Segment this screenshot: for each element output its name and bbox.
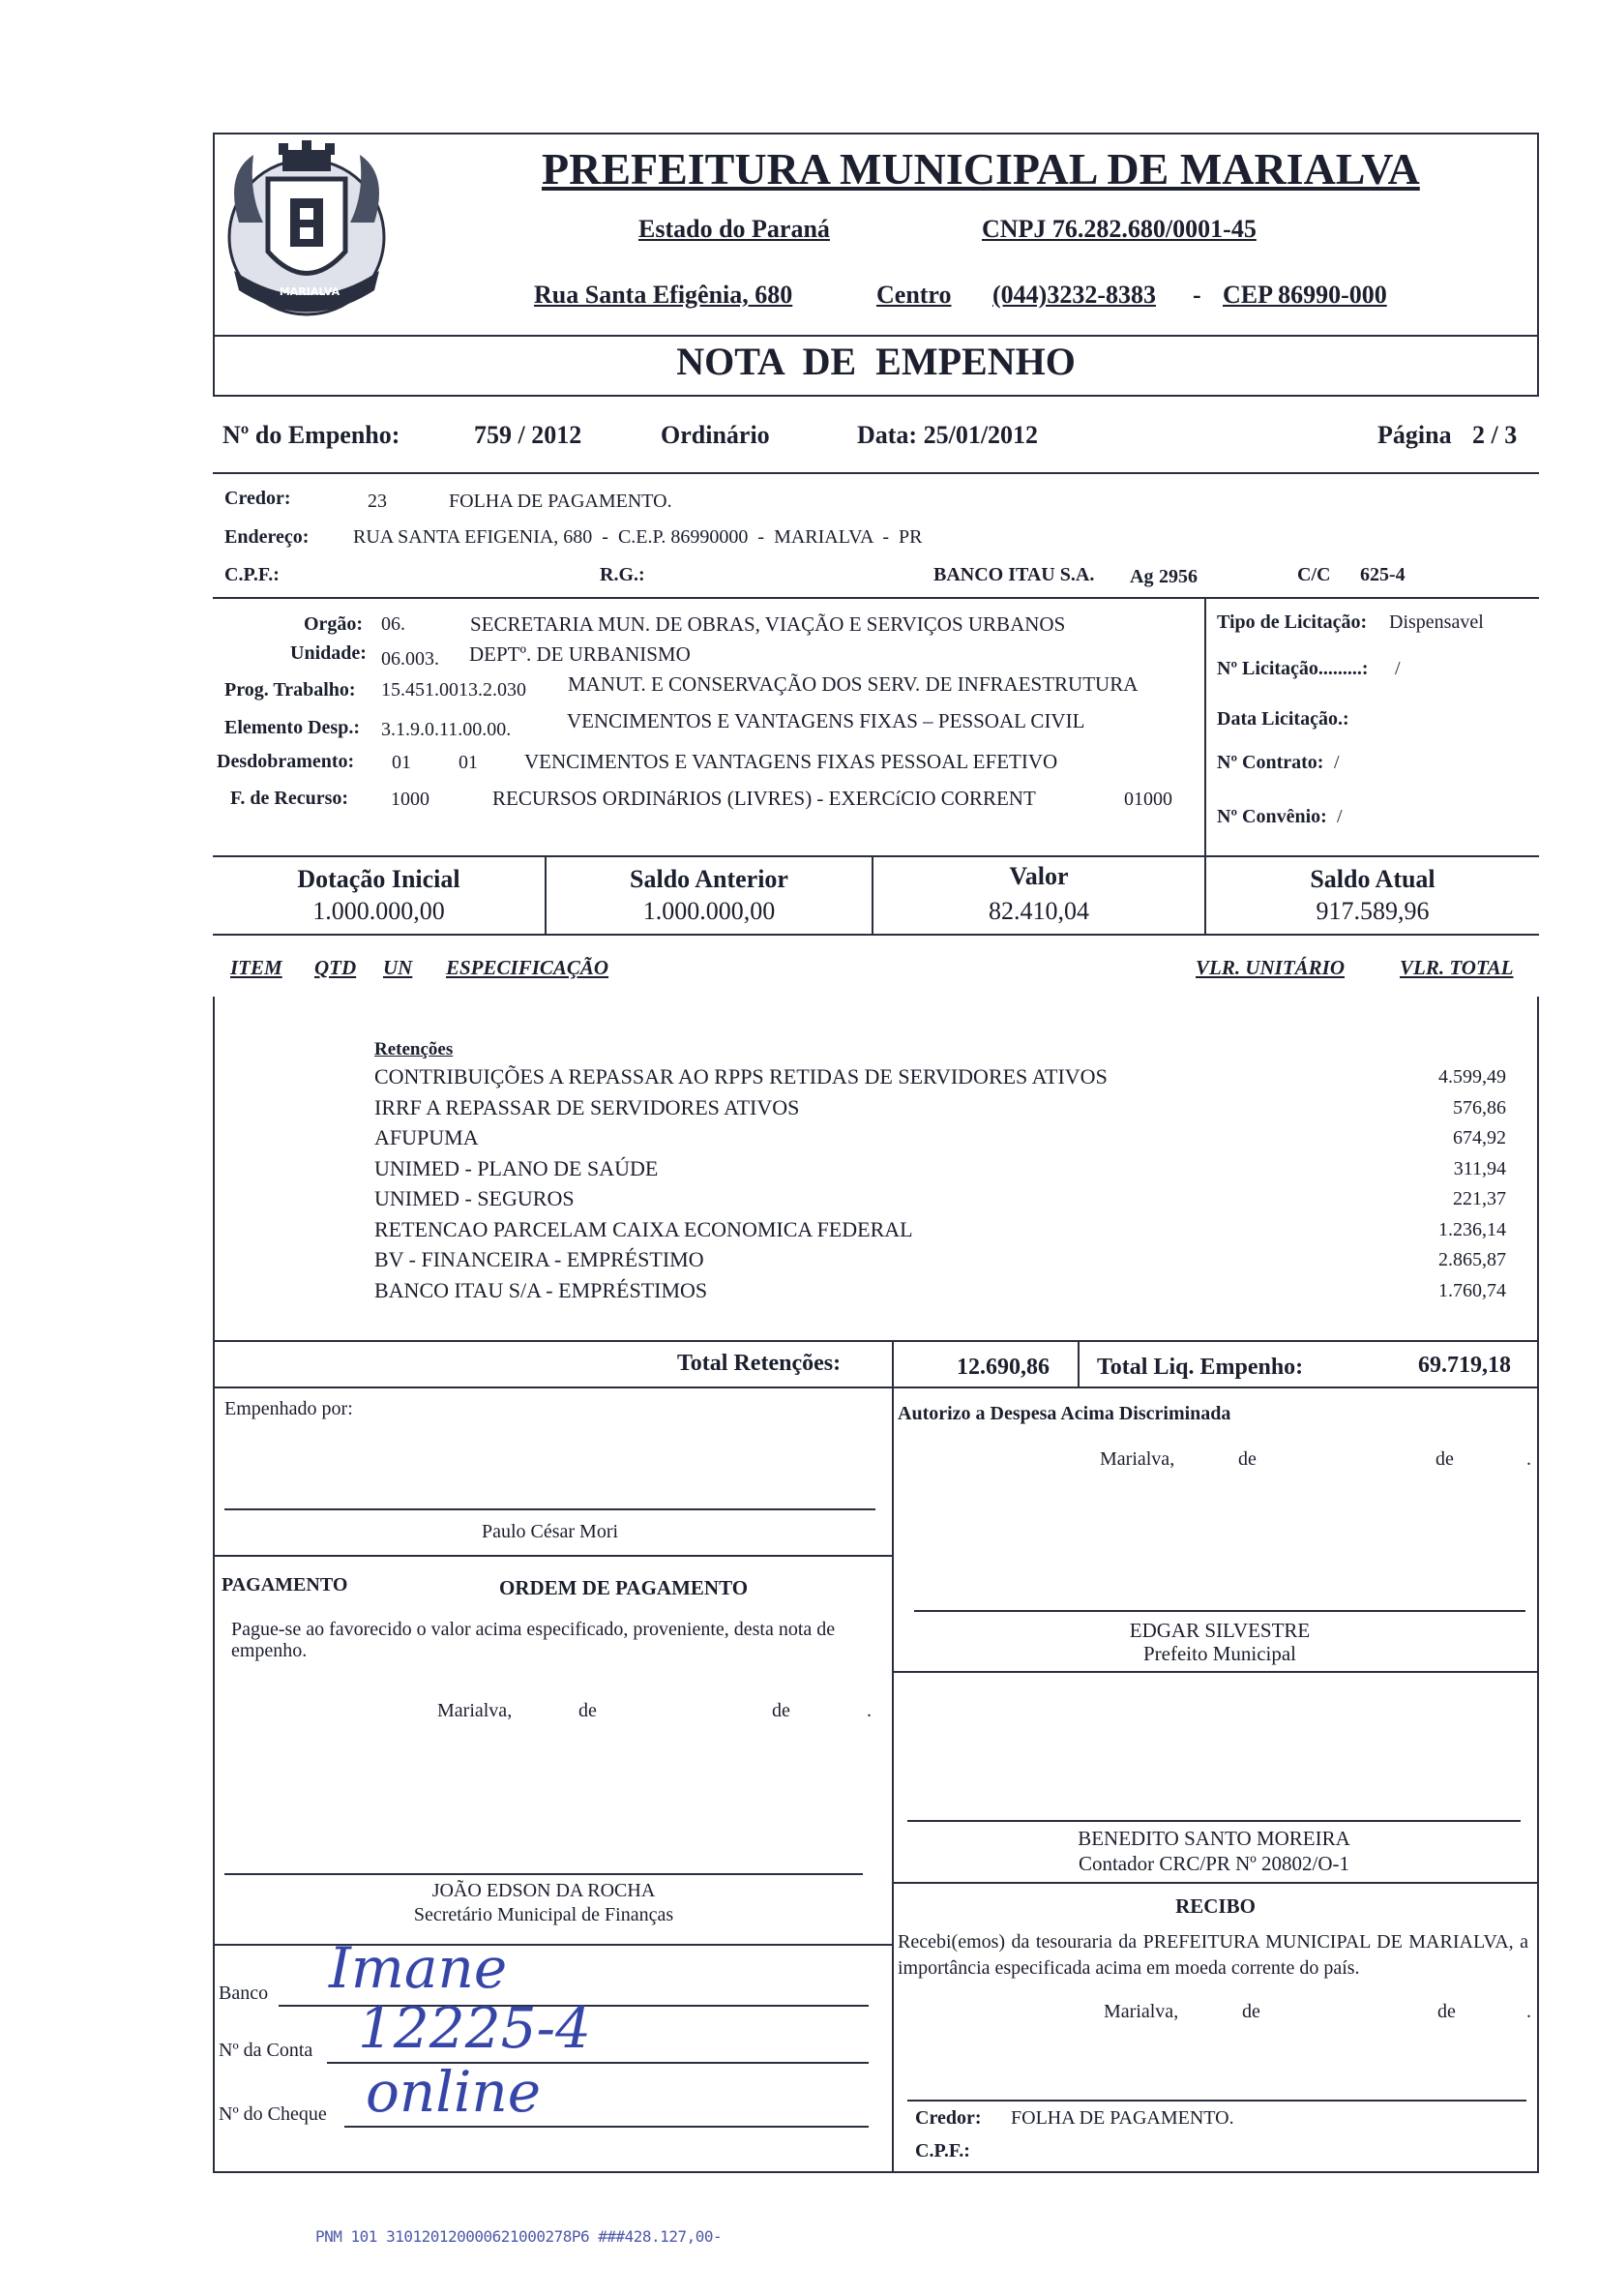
retencoes-list	[374, 1064, 1506, 1308]
date-de-2: de	[1437, 2001, 1456, 2022]
divider	[213, 855, 1539, 857]
list-item	[374, 1095, 1506, 1126]
retencao-value: 4.599,49	[1438, 1066, 1506, 1088]
divider	[213, 934, 1539, 936]
column-vlr-unitario: VLR. UNITÁRIO	[1196, 956, 1346, 979]
header-phone: (044)3232-8383	[992, 281, 1156, 309]
recibo-text: Recebi(emos) da tesouraria da PREFEITURA MUNICIPAL DE MARIALVA, a importância especificada acima em moeda corrente do país.	[898, 1931, 1528, 1979]
cheque-line	[344, 2126, 869, 2128]
items-right-border	[1537, 997, 1539, 2172]
footer-stamp: PNM 101 310120120000621000278P6 ###428.127,00-	[315, 2227, 723, 2246]
retencao-desc: IRRF A REPASSAR DE SERVIDORES ATIVOS	[374, 1094, 800, 1119]
elemento-label: Elemento Desp.:	[224, 717, 360, 738]
column-un: UN	[383, 956, 413, 979]
prog-code: 15.451.0013.2.030	[381, 679, 526, 701]
column-item: ITEM	[230, 956, 282, 979]
header-divider	[213, 335, 1539, 337]
retencao-desc: UNIMED - PLANO DE SAÚDE	[374, 1155, 659, 1180]
conta-label: Nº da Conta	[219, 2040, 313, 2061]
signature-line	[224, 1508, 875, 1510]
document-title: NOTA DE EMPENHO	[676, 340, 1076, 383]
header-cnpj: CNPJ 76.282.680/0001-45	[982, 215, 1257, 243]
empenhado-label: Empenhado por:	[224, 1398, 353, 1419]
banco-handwriting: Imane	[329, 1935, 508, 2001]
divider	[213, 1944, 892, 1946]
date-de-1: de	[1238, 1448, 1257, 1470]
divider	[213, 597, 1539, 599]
divider	[213, 1555, 892, 1557]
list-item	[374, 1156, 1506, 1187]
retencao-desc: CONTRIBUIÇÕES A REPASSAR AO RPPS RETIDAS DE SERVIDORES ATIVOS	[374, 1064, 1108, 1088]
page-number-value: 2 / 3	[1472, 421, 1518, 449]
retencao-value: 576,86	[1453, 1096, 1506, 1118]
orgao-code: 06.	[381, 613, 405, 635]
empenho-number: 759 / 2012	[474, 421, 582, 449]
recurso-label: F. de Recurso:	[230, 788, 349, 809]
credor-code: 23	[368, 491, 387, 512]
convenio-label: Nº Convênio:	[1217, 806, 1327, 827]
contrato-value: /	[1334, 752, 1340, 773]
prefeito-title: Prefeito Municipal	[1142, 1642, 1297, 1665]
list-item	[374, 1125, 1506, 1156]
rg-label: R.G.:	[600, 564, 645, 585]
credor-label: Credor:	[224, 488, 291, 509]
total-retencoes-label: Total Retenções:	[677, 1351, 842, 1376]
credor-name: FOLHA DE PAGAMENTO.	[449, 491, 672, 512]
header-street: Rua Santa Efigênia, 680	[534, 281, 793, 309]
bank-name: BANCO ITAU S.A.	[933, 564, 1095, 585]
saldo-atual-label: Saldo Atual	[1310, 865, 1435, 893]
city-label: Marialva,	[437, 1700, 513, 1721]
page-number-label: Página	[1377, 421, 1452, 449]
cheque-handwriting: online	[366, 2059, 542, 2125]
recurso-code: 1000	[391, 789, 429, 810]
list-item	[374, 1217, 1506, 1248]
recibo-credor-label: Credor:	[915, 2107, 982, 2129]
retencao-value: 674,92	[1453, 1127, 1506, 1148]
header-dash: -	[1193, 281, 1201, 309]
pagamento-label: PAGAMENTO	[222, 1574, 348, 1595]
unidade-label: Unidade:	[290, 642, 367, 664]
divider	[892, 1671, 1539, 1673]
tipo-licitacao-label: Tipo de Licitação:	[1217, 611, 1368, 633]
empenhado-name: Paulo César Mori	[481, 1521, 619, 1542]
total-liquido-value: 69.719,18	[1418, 1353, 1511, 1378]
signature-line	[907, 1820, 1521, 1822]
signature-line	[224, 1873, 863, 1875]
elemento-desc: VENCIMENTOS E VANTAGENS FIXAS – PESSOAL CIVIL	[567, 709, 1085, 732]
date-de-2: de	[1435, 1448, 1454, 1470]
pague-text: Pague-se ao favorecido o valor acima especificado, proveniente, desta nota de empenho.	[231, 1619, 836, 1661]
city-label: Marialva,	[1104, 2001, 1179, 2022]
column-spec: ESPECIFICAÇÃO	[446, 956, 609, 979]
header-district: Centro	[876, 281, 952, 309]
date-de-2: de	[772, 1700, 790, 1721]
header-cep: CEP 86990-000	[1223, 281, 1387, 309]
divider	[213, 472, 1539, 474]
dotacao-inicial-value: 1.000.000,00	[312, 897, 445, 925]
retencao-desc: BV - FINANCEIRA - EMPRÉSTIMO	[374, 1247, 704, 1271]
bottom-border	[213, 2171, 1539, 2173]
city-crest-icon	[215, 135, 399, 334]
retencao-desc: BANCO ITAU S/A - EMPRÉSTIMOS	[374, 1277, 708, 1302]
signature-line	[914, 1610, 1525, 1612]
saldo-anterior-value: 1.000.000,00	[642, 897, 776, 925]
header-state: Estado do Paraná	[638, 215, 830, 243]
total-liquido-label: Total Liq. Empenho:	[1097, 1355, 1304, 1380]
contador-name: BENEDITO SANTO MOREIRA	[1078, 1827, 1350, 1850]
list-item	[374, 1247, 1506, 1278]
list-item	[374, 1064, 1506, 1095]
prefeito-name: EDGAR SILVESTRE	[1129, 1619, 1311, 1642]
autorizo-label: Autorizo a Despesa Acima Discriminada	[898, 1403, 1231, 1424]
unidade-code: 06.003.	[381, 648, 439, 670]
recibo-credor-value: FOLHA DE PAGAMENTO.	[1011, 2107, 1234, 2129]
elemento-code: 3.1.9.0.11.00.00.	[381, 719, 512, 740]
desdobramento-label: Desdobramento:	[217, 751, 355, 772]
retencao-desc: AFUPUMA	[374, 1125, 479, 1149]
valor-value: 82.410,04	[989, 897, 1089, 925]
divider	[213, 1387, 1539, 1388]
saldo-anterior-label: Saldo Anterior	[630, 865, 788, 893]
empenho-date: Data: 25/01/2012	[857, 421, 1039, 449]
empenho-type: Ordinário	[661, 421, 770, 449]
recibo-cpf-label: C.P.F.:	[915, 2140, 970, 2162]
contador-title: Contador CRC/PR Nº 20802/O-1	[1078, 1852, 1350, 1875]
vertical-divider	[892, 1340, 894, 2172]
recurso-desc: RECURSOS ORDINáRIOS (LIVRES) - EXERCíCIO CORRENT	[492, 787, 1036, 810]
column-qtd: QTD	[314, 956, 357, 979]
date-de-1: de	[1242, 2001, 1260, 2022]
valor-label: Valor	[1009, 862, 1069, 890]
retencao-value: 1.760,74	[1438, 1279, 1506, 1301]
divider	[892, 1882, 1539, 1884]
tipo-licitacao-value: Dispensavel	[1389, 611, 1484, 633]
date-de-1: de	[578, 1700, 597, 1721]
page-title: PREFEITURA MUNICIPAL DE MARIALVA	[542, 144, 1420, 194]
numero-licitacao-label: Nº Licitação.........:	[1217, 658, 1369, 679]
date-dot: .	[867, 1700, 872, 1721]
endereco-value: RUA SANTA EFIGENIA, 680 - C.E.P. 86990000 - MARIALVA - PR	[353, 526, 923, 548]
city-label: Marialva,	[1100, 1448, 1175, 1470]
secretario-title: Secretário Municipal de Finanças	[413, 1904, 674, 1925]
cpf-label: C.P.F.:	[224, 564, 280, 585]
signature-line	[907, 2100, 1526, 2102]
vertical-divider	[1078, 1340, 1080, 1387]
endereco-label: Endereço:	[224, 526, 310, 548]
list-item	[374, 1278, 1506, 1309]
orgao-desc: SECRETARIA MUN. DE OBRAS, VIAÇÃO E SERVIÇOS URBANOS	[470, 612, 1066, 636]
divider	[213, 1340, 1539, 1342]
desdobramento-code-2: 01	[459, 752, 478, 773]
list-item	[374, 1186, 1506, 1217]
account-value: 625-4	[1360, 564, 1406, 585]
recibo-label: RECIBO	[1175, 1894, 1256, 1918]
agency-value: 2956	[1159, 566, 1198, 587]
prog-label: Prog. Trabalho:	[224, 679, 356, 701]
orgao-label: Orgão:	[304, 613, 364, 635]
agency-label: Ag	[1130, 566, 1154, 587]
date-dot: .	[1526, 2001, 1531, 2022]
desdobramento-desc: VENCIMENTOS E VANTAGENS FIXAS PESSOAL EFETIVO	[524, 750, 1058, 773]
retencao-value: 221,37	[1453, 1188, 1506, 1209]
date-dot: .	[1526, 1448, 1531, 1470]
contrato-label: Nº Contrato:	[1217, 752, 1324, 773]
retencao-value: 1.236,14	[1438, 1218, 1506, 1240]
numero-licitacao-value: /	[1395, 658, 1401, 679]
ordem-pagamento-label: ORDEM DE PAGAMENTO	[499, 1576, 749, 1599]
retencao-desc: RETENCAO PARCELAM CAIXA ECONOMICA FEDERAL	[374, 1216, 913, 1241]
desdobramento-code-1: 01	[392, 752, 411, 773]
convenio-value: /	[1337, 806, 1343, 827]
unidade-desc: DEPTº. DE URBANISMO	[469, 642, 691, 666]
vertical-divider	[1204, 597, 1206, 856]
crest-banner-text: MARIALVA	[279, 285, 340, 298]
column-vlr-total: VLR. TOTAL	[1400, 956, 1514, 979]
retencao-value: 311,94	[1453, 1157, 1506, 1179]
dotacao-inicial-label: Dotação Inicial	[297, 865, 460, 893]
retencao-desc: UNIMED - SEGUROS	[374, 1186, 575, 1210]
account-label: C/C	[1297, 564, 1331, 585]
total-retencoes-value: 12.690,86	[957, 1355, 1050, 1380]
retencao-value: 2.865,87	[1438, 1249, 1506, 1270]
banco-label: Banco	[219, 1983, 269, 2004]
saldo-atual-value: 917.589,96	[1316, 897, 1430, 925]
secretario-name: JOÃO EDSON DA ROCHA	[431, 1880, 656, 1901]
items-left-border	[213, 997, 215, 2172]
cheque-label: Nº do Cheque	[219, 2103, 327, 2125]
prog-desc: MANUT. E CONSERVAÇÃO DOS SERV. DE INFRAESTRUTURA	[568, 672, 1139, 696]
conta-handwriting: 12225-4	[358, 1995, 592, 2061]
recurso-code-2: 01000	[1124, 789, 1172, 810]
empenho-label: Nº do Empenho:	[222, 421, 400, 449]
retencoes-title: Retenções	[374, 1039, 454, 1059]
data-licitacao-label: Data Licitação.:	[1217, 708, 1349, 730]
